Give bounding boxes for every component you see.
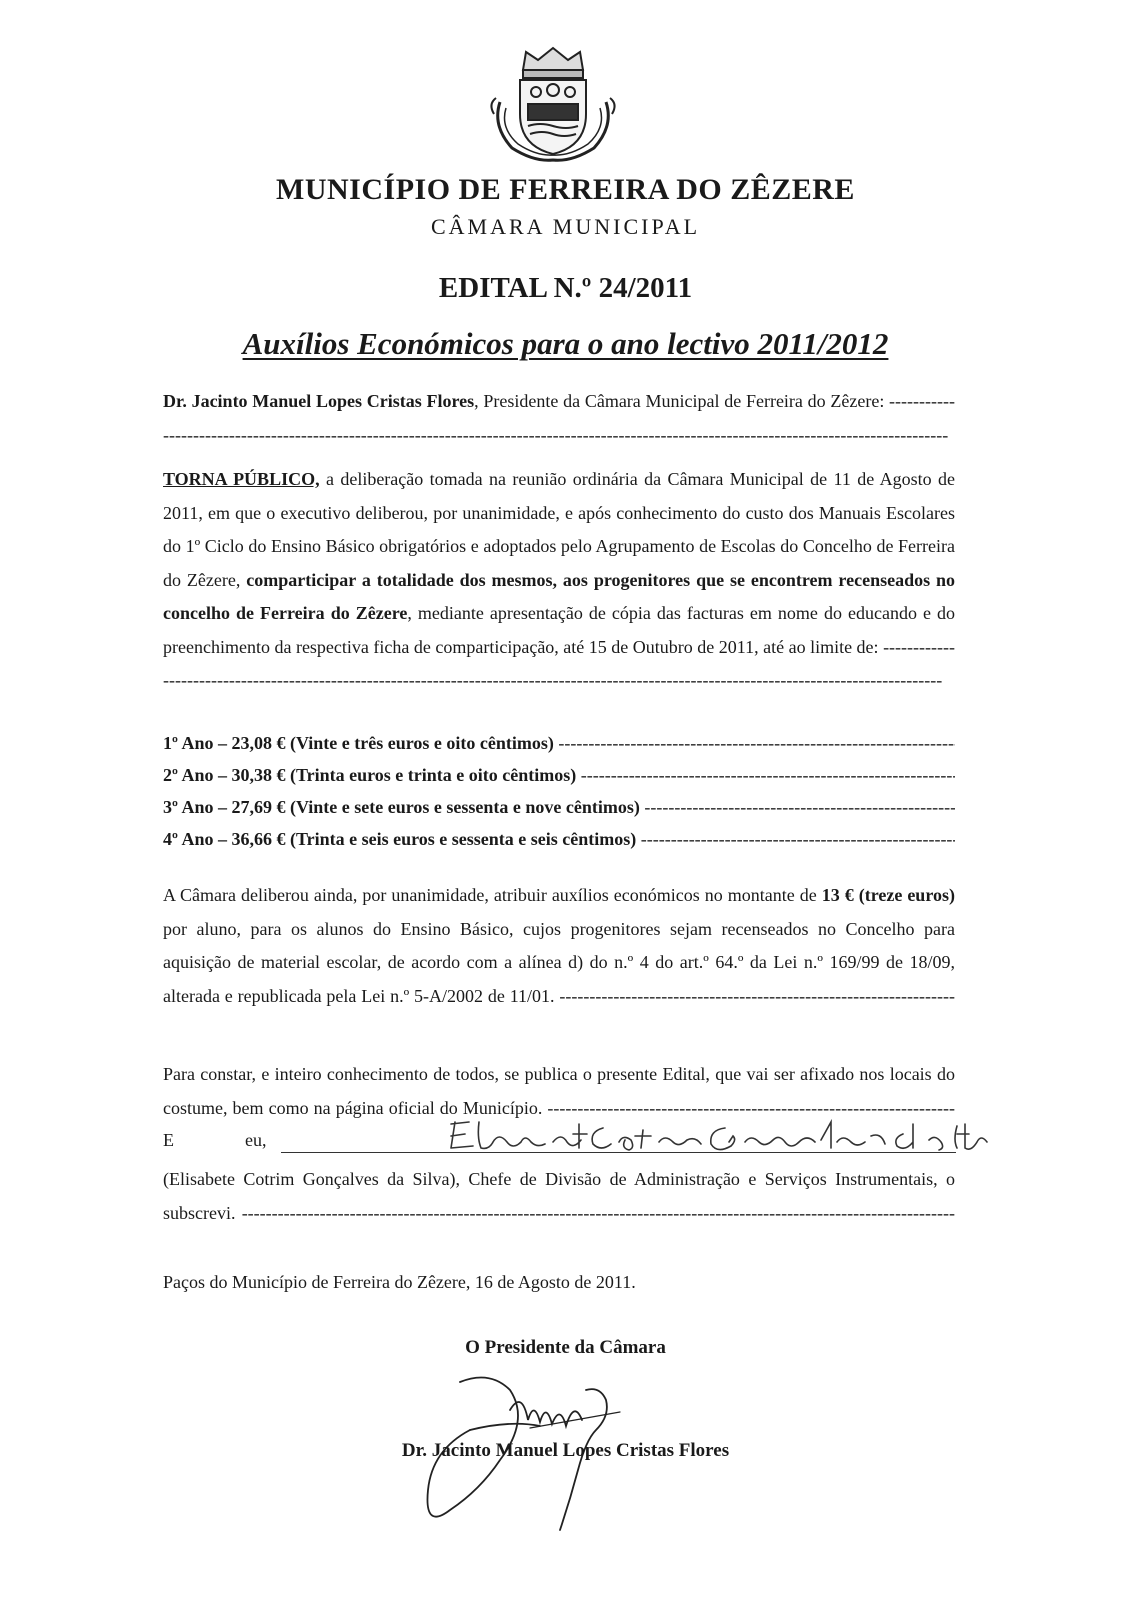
president-name: Dr. Jacinto Manuel Lopes Cristas Flores <box>163 391 475 411</box>
torna-publico-paragraph <box>163 463 955 698</box>
school-material-paragraph <box>163 879 955 1014</box>
subscriber-line <box>163 1124 955 1158</box>
subscriber-role-text: (Elisabete Cotrim Gonçalves da Silva), Chefe de Divisão de Administração e Serviços Instrumentais, o subscrevi. ----- <box>163 1163 955 1230</box>
torna-text-1: a deliberação tomada na reunião ordinária da Câmara Municipal de 11 de Agosto de 2011, em que o executivo deliberou, por unanimidade, e após conhecimento do custo dos Manuais Escolares do 1º Ciclo do Ensino Básico obrigatórios e adoptados pelo Agrupamento de Escolas do Concelho de Ferreira do Zêzere, <box>163 469 955 590</box>
subscriber-handwritten-signature <box>433 1112 993 1160</box>
municipality-title: MUNICÍPIO DE FERREIRA DO ZÊZERE <box>276 173 855 206</box>
ainda-amount: 13 € (treze euros) <box>821 885 955 905</box>
intro-paragraph <box>163 385 955 452</box>
year-amounts-list <box>163 727 955 855</box>
subscriber-role-paragraph <box>163 1163 955 1230</box>
ainda-text-1: A Câmara deliberou ainda, por unanimidade, atribuir auxílios económicos no montante de <box>163 885 822 905</box>
torna-bold-text: comparticipar a totalidade dos mesmos, aos progenitores que se encontrem recenseados no concelho de Ferreira do Zêzere <box>163 569 955 623</box>
ainda-text-2: por aluno, para os alunos do Ensino Básico, cujos progenitores sejam recenseados no Concelho para aquisição de material escolar, de acordo com a alínea d) do n.º 4 do art.º 64.º da Lei n.º 169/99 de 18/09, alterada e republicada pela Lei n.º 5-A/2002 de 11/01. <box>163 918 955 1006</box>
date-place-line: Paços do Município de Ferreira do Zêzere, 16 de Agosto de 2011. <box>163 1272 636 1292</box>
publication-text: Para constar, e inteiro conhecimento de todos, se publica o presente Edital, que vai ser afixado nos locais do costume, bem como na página oficial do Município. ----- <box>163 1058 955 1125</box>
eu-label: eu, <box>245 1130 267 1150</box>
edital-number: EDITAL N.º 24/2011 <box>438 272 693 304</box>
year-3-amount: 3º Ano – 27,69 € (Vinte e sete euros e sessenta e nove cêntimos) ----- <box>163 791 955 823</box>
municipal-crest-icon <box>478 42 628 162</box>
intro-text: , Presidente da Câmara Municipal de Ferreira do Zêzere: <box>474 391 885 411</box>
president-printed-name: Dr. Jacinto Manuel Lopes Cristas Flores <box>401 1440 730 1461</box>
torna-publico-lead: TORNA PÚBLICO, <box>163 469 320 489</box>
torna-text-2: , mediante apresentação de cópia das facturas em nome do educando e do preenchimento da respectiva ficha de comparticipação, até 15 de Outubro de 2011, até ao limite de: <box>163 603 955 657</box>
signature-title: O Presidente da Câmara <box>465 1337 666 1358</box>
eu-e-label: E <box>163 1130 174 1150</box>
year-2-amount: 2º Ano – 30,38 € (Trinta euros e trinta e oito cêntimos) ----- <box>163 759 955 791</box>
chamber-subtitle: CÂMARA MUNICIPAL <box>430 214 701 239</box>
edital-subject: Auxílios Económicos para o ano lectivo 2011/2012 <box>242 326 889 361</box>
year-4-amount: 4º Ano – 36,66 € (Trinta e seis euros e sessenta e seis cêntimos) ----- <box>163 823 955 855</box>
year-1-amount: 1º Ano – 23,08 € (Vinte e três euros e oito cêntimos) ----- <box>163 727 955 759</box>
